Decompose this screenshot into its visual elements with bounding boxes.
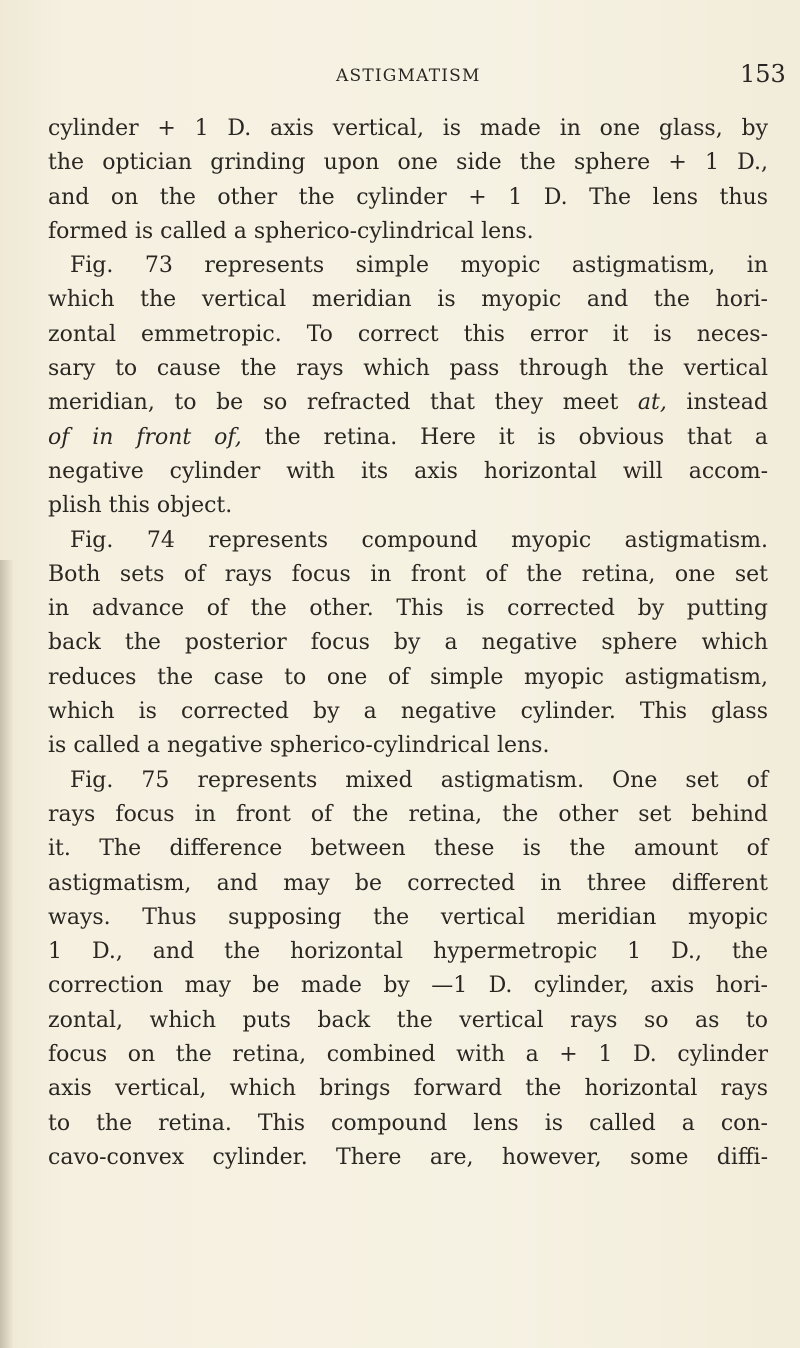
text-segment: the retina. Here it is obvious that a	[241, 424, 768, 450]
text-line: is called a negative spherico-cylindrical lens.	[48, 733, 550, 759]
text-line: sary to cause the rays which pass through the vertical	[48, 356, 768, 382]
text-line: zontal, which puts back the vertical rays so as to	[48, 1007, 768, 1033]
text-line: focus on the retina, combined with a + 1 D. cylinder	[48, 1042, 768, 1068]
text-line	[48, 421, 768, 455]
page-edge-shadow	[0, 560, 14, 1348]
text-line: formed is called a spherico-cylindrical lens.	[48, 218, 534, 244]
text-line: rays focus in front of the retina, the other set behind	[48, 801, 768, 827]
text-line: Both sets of rays focus in front of the retina, one set	[48, 561, 768, 587]
text-line: back the posterior focus by a negative sphere which	[48, 630, 768, 656]
text-segment: meridian, to be so refracted that they meet	[48, 390, 638, 416]
text-line: correction may be made by —1 D. cylinder, axis hori-	[48, 973, 768, 999]
text-line: zontal emmetropic. To correct this error it is neces-	[48, 321, 768, 347]
text-line: axis vertical, which brings forward the horizontal rays	[48, 1076, 768, 1102]
text-segment: instead	[666, 390, 768, 416]
text-line: and on the other the cylinder + 1 D. The lens thus	[48, 184, 768, 210]
text-line: in advance of the other. This is corrected by putting	[48, 596, 768, 622]
text-line: which is corrected by a negative cylinder. This glass	[48, 699, 768, 725]
text-line	[48, 386, 768, 420]
body-text	[48, 112, 768, 1175]
text-line: astigmatism, and may be corrected in three different	[48, 870, 768, 896]
text-line: Fig. 74 represents compound myopic astigmatism.	[70, 527, 768, 553]
italic-text: at,	[637, 390, 667, 416]
page-header	[0, 62, 800, 102]
text-line: which the vertical meridian is myopic and the hori-	[48, 287, 768, 313]
italic-text: of in front of,	[48, 424, 242, 450]
text-line: ways. Thus supposing the vertical meridian myopic	[48, 904, 768, 930]
text-line: Fig. 75 represents mixed astigmatism. One set of	[70, 767, 768, 793]
text-line: reduces the case to one of simple myopic astigmatism,	[48, 664, 768, 690]
text-line: to the retina. This compound lens is called a con-	[48, 1110, 768, 1136]
text-line: it. The difference between these is the amount of	[48, 836, 768, 862]
text-line: 1 D., and the horizontal hypermetropic 1 D., the	[48, 939, 768, 965]
running-head: ASTIGMATISM	[336, 66, 481, 86]
text-line: plish this object.	[48, 493, 233, 519]
page-number: 153	[740, 60, 786, 88]
text-line: Fig. 73 represents simple myopic astigmatism, in	[70, 253, 768, 279]
text-line: cavo-convex cylinder. There are, however, some diffi-	[48, 1144, 768, 1170]
text-line: negative cylinder with its axis horizontal will accom-	[48, 458, 768, 484]
text-line: cylinder + 1 D. axis vertical, is made in one glass, by	[48, 116, 768, 141]
text-line: the optician grinding upon one side the sphere + 1 D.,	[48, 150, 768, 176]
